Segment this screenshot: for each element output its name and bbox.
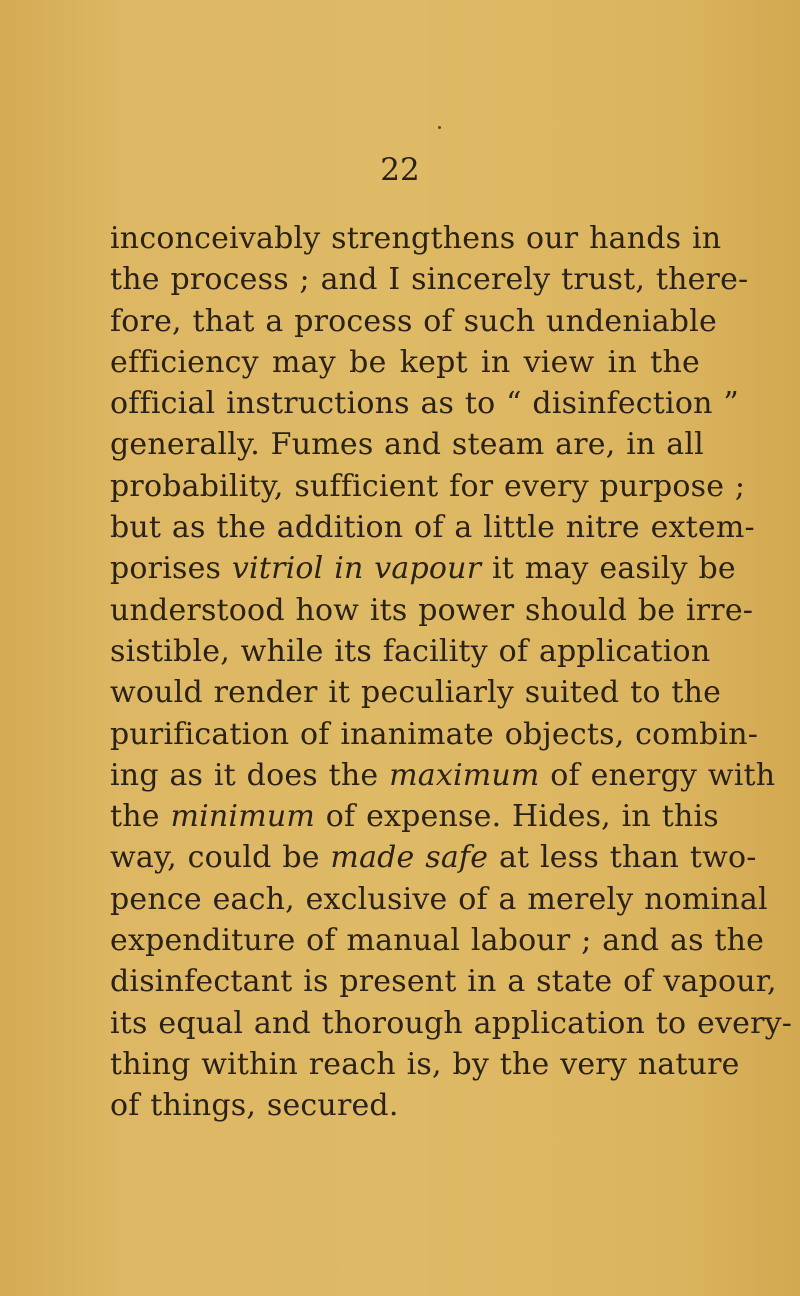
text-line	[110, 466, 746, 507]
text-line	[110, 879, 768, 920]
text-segment: of energy with	[539, 757, 776, 793]
text-segment: at less than two-	[488, 840, 757, 876]
body-paragraph	[110, 218, 793, 1127]
text-segment: official instructions as to “ disinfection ”	[110, 386, 739, 422]
text-line	[110, 837, 757, 878]
text-segment: efficiency may be kept in view in the	[110, 344, 700, 380]
text-segment: its equal and thorough application to every-	[110, 1005, 793, 1041]
text-segment: the	[110, 799, 171, 835]
text-segment: disinfectant is present in a state of vapour,	[110, 964, 777, 1000]
text-segment: ing as it does the	[110, 757, 390, 793]
text-segment: thing within reach is, by the very nature	[110, 1046, 740, 1082]
text-segment: understood how its power should be irre-	[110, 592, 754, 628]
italic-phrase: made safe	[330, 840, 489, 876]
italic-phrase: maximum	[389, 757, 540, 793]
text-line	[110, 755, 776, 796]
text-line	[110, 920, 765, 961]
text-line	[110, 548, 736, 589]
text-line	[110, 1044, 740, 1085]
text-line	[110, 507, 755, 548]
page-number: 22	[380, 152, 420, 188]
text-segment: sistible, while its facility of application	[110, 633, 711, 669]
text-line	[110, 631, 711, 672]
text-line	[110, 1085, 700, 1126]
text-line	[110, 218, 722, 259]
text-line	[110, 259, 749, 300]
text-line	[110, 672, 722, 713]
italic-phrase: minimum	[170, 799, 316, 835]
text-segment: would render it peculiarly suited to the	[110, 675, 722, 711]
text-segment: the process ; and I sincerely trust, there-	[110, 262, 749, 298]
text-line	[110, 796, 719, 837]
text-line	[110, 714, 759, 755]
text-line	[110, 301, 717, 342]
text-segment: probability, sufficient for every purpose ;	[110, 468, 746, 504]
text-line	[110, 1003, 793, 1044]
text-segment: expenditure of manual labour ; and as the	[110, 923, 765, 959]
text-line	[110, 342, 700, 383]
text-line	[110, 424, 704, 465]
text-segment: pence each, exclusive of a merely nominal	[110, 881, 768, 917]
speck-mark	[438, 126, 441, 129]
text-segment: inconceivably strengthens our hands in	[110, 221, 722, 256]
text-segment: but as the addition of a little nitre extem-	[110, 510, 755, 546]
text-line	[110, 383, 739, 424]
text-segment: porises	[110, 551, 232, 587]
text-segment: of things, secured.	[110, 1088, 399, 1124]
italic-phrase: vitriol in vapour	[231, 551, 482, 587]
text-line	[110, 590, 754, 631]
text-segment: generally. Fumes and steam are, in all	[110, 427, 704, 463]
text-line	[110, 961, 777, 1002]
text-segment: of expense. Hides, in this	[315, 799, 719, 835]
text-segment: fore, that a process of such undeniable	[110, 303, 717, 339]
text-segment: purification of inanimate objects, combin-	[110, 716, 759, 752]
text-segment: it may easily be	[481, 551, 736, 587]
text-segment: way, could be	[110, 840, 331, 876]
